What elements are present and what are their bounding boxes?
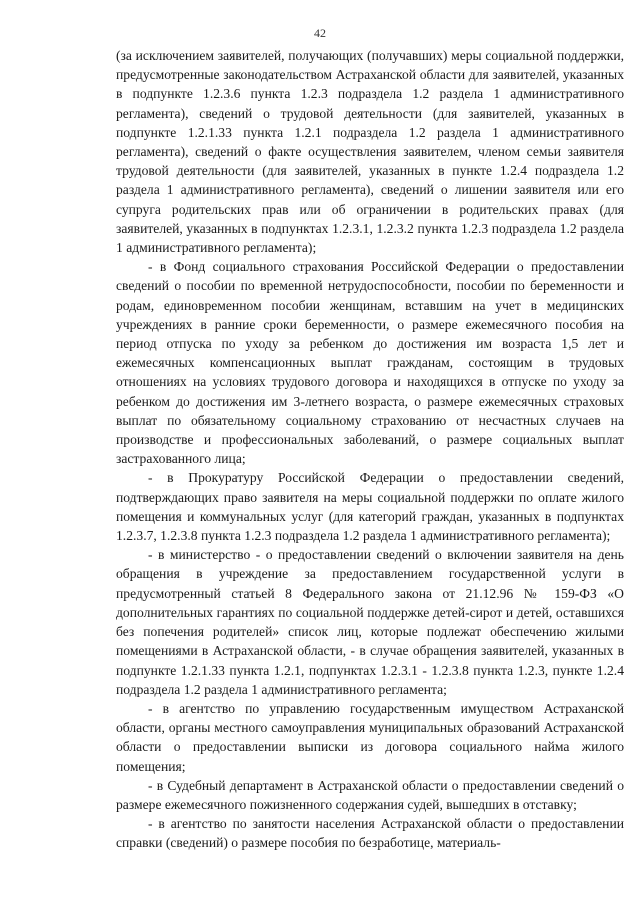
- paragraph-exclusions: (за исключением заявителей, получающих (получавших) меры социальной поддержки, предусмотренные законодательством Астраханской области для заявителей, указанных в подпункте 1.2.3.6 пункта 1.2.3 подраздела 1.2 раздела 1 административного регламента), сведений о трудовой деятельности (для заявителей, указанных в подпункте 1.2.1.33 пункта 1.2.1 подраздела 1.2 раздела 1 административного регламента), сведений о факте осуществления заявителем, членом семьи заявителя трудовой деятельности (для заявителей, указанных в пункте 1.2.4 подраздела 1.2 раздела 1 административного регламента), сведений о лишении заявителя или его супруга родительских прав или об ограничении в родительских правах (для заявителей, указанных в подпунктах 1.2.3.1, 1.2.3.2 пункта 1.2.3 подраздела 1.2 раздела 1 административного регламента);: [116, 48, 624, 256]
- paragraph-ministry: - в министерство - о предоставлении сведений о включении заявителя на день обращения в учреждение за предоставлением государственной услуги в предусмотренный статьей 8 Федерального закона от 21.12.96 № 159-ФЗ «О дополнительных гарантиях по социальной поддержке детей-сирот и детей, оставшихся без попечения родителей» список лиц, которые подлежат обеспечению жилыми помещениями в Астраханской области, - в случае обращения заявителей, указанных в подпункте 1.2.1.33 пункта 1.2.1, подпунктах 1.2.3.1 - 1.2.3.8 пункта 1.2.3, пункте 1.2.4 подраздела 1.2 раздела 1 административного регламента;: [116, 547, 624, 697]
- paragraph-prosecutor-office: - в Прокуратуру Российской Федерации о предоставлении сведений, подтверждающих право заявителя на меры социальной поддержки по оплате жилого помещения и коммунальных услуг (для категорий граждан, указанных в подпунктах 1.2.3.7, 1.2.3.8 пункта 1.2.3 подраздела 1.2 раздела 1 административного регламента);: [116, 470, 624, 544]
- page-number: 42: [314, 26, 326, 40]
- paragraph-judicial-department: - в Судебный департамент в Астраханской области о предоставлении сведений о размере ежемесячного пожизненного содержания судей, вышедших в отставку;: [116, 777, 624, 812]
- body-text: [116, 46, 624, 853]
- paragraph-social-insurance-fund: - в Фонд социального страхования Российской Федерации о предоставлении сведений о пособии по временной нетрудоспособности, пособии по беременности и родам, единовременном пособии женщинам, вставшим на учет в медицинских учреждениях в ранние сроки беременности, о размере ежемесячного пособия на период отпуска по уходу за ребенком до достижения им возраста 1,5 лет и ежемесячных компенсационных выплат гражданам, состоящим в трудовых отношениях на условиях трудового договора и находящихся в отпуске по уходу за ребенком до достижения им 3-летнего возраста, о размере ежемесячных страховых выплат по обязательному социальному страхованию от несчастных случаев на производстве и профессиональных заболеваний, о размере социальных выплат застрахованного лица;: [116, 259, 624, 467]
- paragraph-employment-agency: - в агентство по занятости населения Астраханской области о предоставлении справки (сведений) о размере пособия по безработице, материаль-: [116, 816, 624, 851]
- paragraph-property-agency: - в агентство по управлению государственным имуществом Астраханской области, органы местного самоуправления муниципальных образований Астраханской области о предоставлении выписки из договора социального найма жилого помещения;: [116, 700, 624, 774]
